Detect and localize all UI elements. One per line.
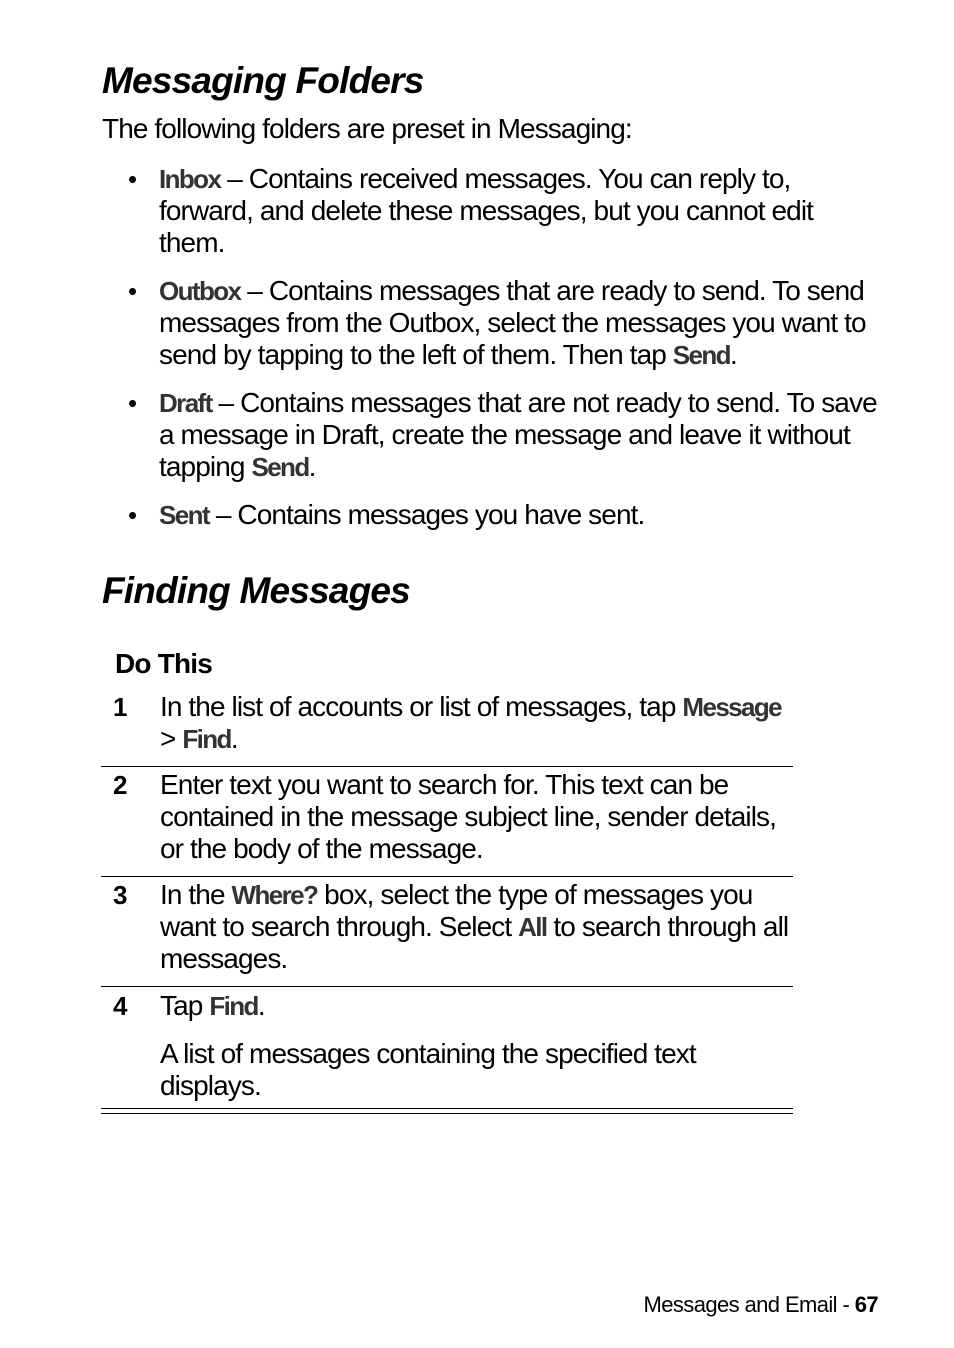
- step-text: [160, 691, 790, 755]
- bullet-dot: •: [128, 500, 137, 530]
- table-bottom-rule: [101, 1108, 793, 1109]
- folder-text: – Contains messages you have sent.: [208, 499, 645, 530]
- folder-description: [159, 499, 879, 531]
- step-text-part: In the list of accounts or list of messages, tap: [160, 691, 683, 722]
- ui-term: All: [518, 912, 547, 942]
- intro-paragraph: The following folders are preset in Messaging:: [102, 113, 632, 144]
- ui-term: Draft: [159, 388, 212, 418]
- step-note: A list of messages containing the specified text displays.: [160, 1038, 696, 1101]
- step-text-part: In the: [160, 879, 232, 910]
- table-header: Do This: [115, 648, 213, 679]
- folder-text: – Contains messages that are not ready to send. To save a message in Draft, create the message and leave it without tapping: [159, 387, 877, 482]
- step-number: 4: [113, 991, 127, 1021]
- bullet-dot: •: [128, 388, 137, 418]
- ui-term: Find: [209, 991, 258, 1021]
- step-text-part: .: [230, 723, 238, 754]
- ui-term: Send: [251, 452, 309, 482]
- step-text-part: box, select the type of messages you want to search through. Select: [160, 879, 753, 942]
- row-divider: [101, 766, 793, 767]
- heading-messaging-folders: Messaging Folders: [102, 60, 424, 101]
- ui-term: Inbox: [159, 164, 221, 194]
- footer-section: Messages and Email -: [643, 1292, 855, 1317]
- table-bottom-rule: [101, 1113, 793, 1114]
- page-number: 67: [854, 1292, 878, 1317]
- folder-description: [159, 275, 879, 371]
- ui-term: Sent: [159, 500, 209, 530]
- step-text: Enter text you want to search for. This text can be contained in the message subject line, sender details, or the body of the message.: [160, 769, 777, 864]
- folder-text: – Contains messages that are ready to send. To send messages from the Outbox, select the messages you want to send by tapping to the left of them. Then tap: [159, 275, 866, 370]
- step-text-part: .: [257, 990, 265, 1021]
- step-text: [160, 990, 790, 1022]
- row-divider: [101, 986, 793, 987]
- step-text-part: >: [160, 723, 183, 754]
- step-number: 3: [113, 880, 127, 910]
- step-text-part: Tap: [160, 990, 210, 1021]
- ui-term: Outbox: [159, 276, 241, 306]
- folder-text: .: [308, 451, 316, 482]
- heading-finding-messages: Finding Messages: [102, 570, 410, 611]
- ui-term: Where?: [231, 880, 318, 910]
- bullet-dot: •: [128, 276, 137, 306]
- page-footer: [644, 1292, 878, 1318]
- step-text: [160, 879, 790, 975]
- ui-term: Find: [182, 724, 231, 754]
- folder-text: .: [729, 339, 737, 370]
- step-text-part: to search through all messages.: [160, 911, 789, 974]
- step-number: 1: [113, 692, 127, 722]
- row-divider: [101, 876, 793, 877]
- folder-description: [159, 163, 879, 259]
- step-number: 2: [113, 770, 127, 800]
- ui-term: Message: [682, 692, 782, 722]
- bullet-dot: •: [128, 164, 137, 194]
- folder-text: – Contains received messages. You can reply to, forward, and delete these messages, but you cannot edit them.: [159, 163, 814, 258]
- ui-term: Send: [672, 340, 730, 370]
- folder-description: [159, 387, 879, 483]
